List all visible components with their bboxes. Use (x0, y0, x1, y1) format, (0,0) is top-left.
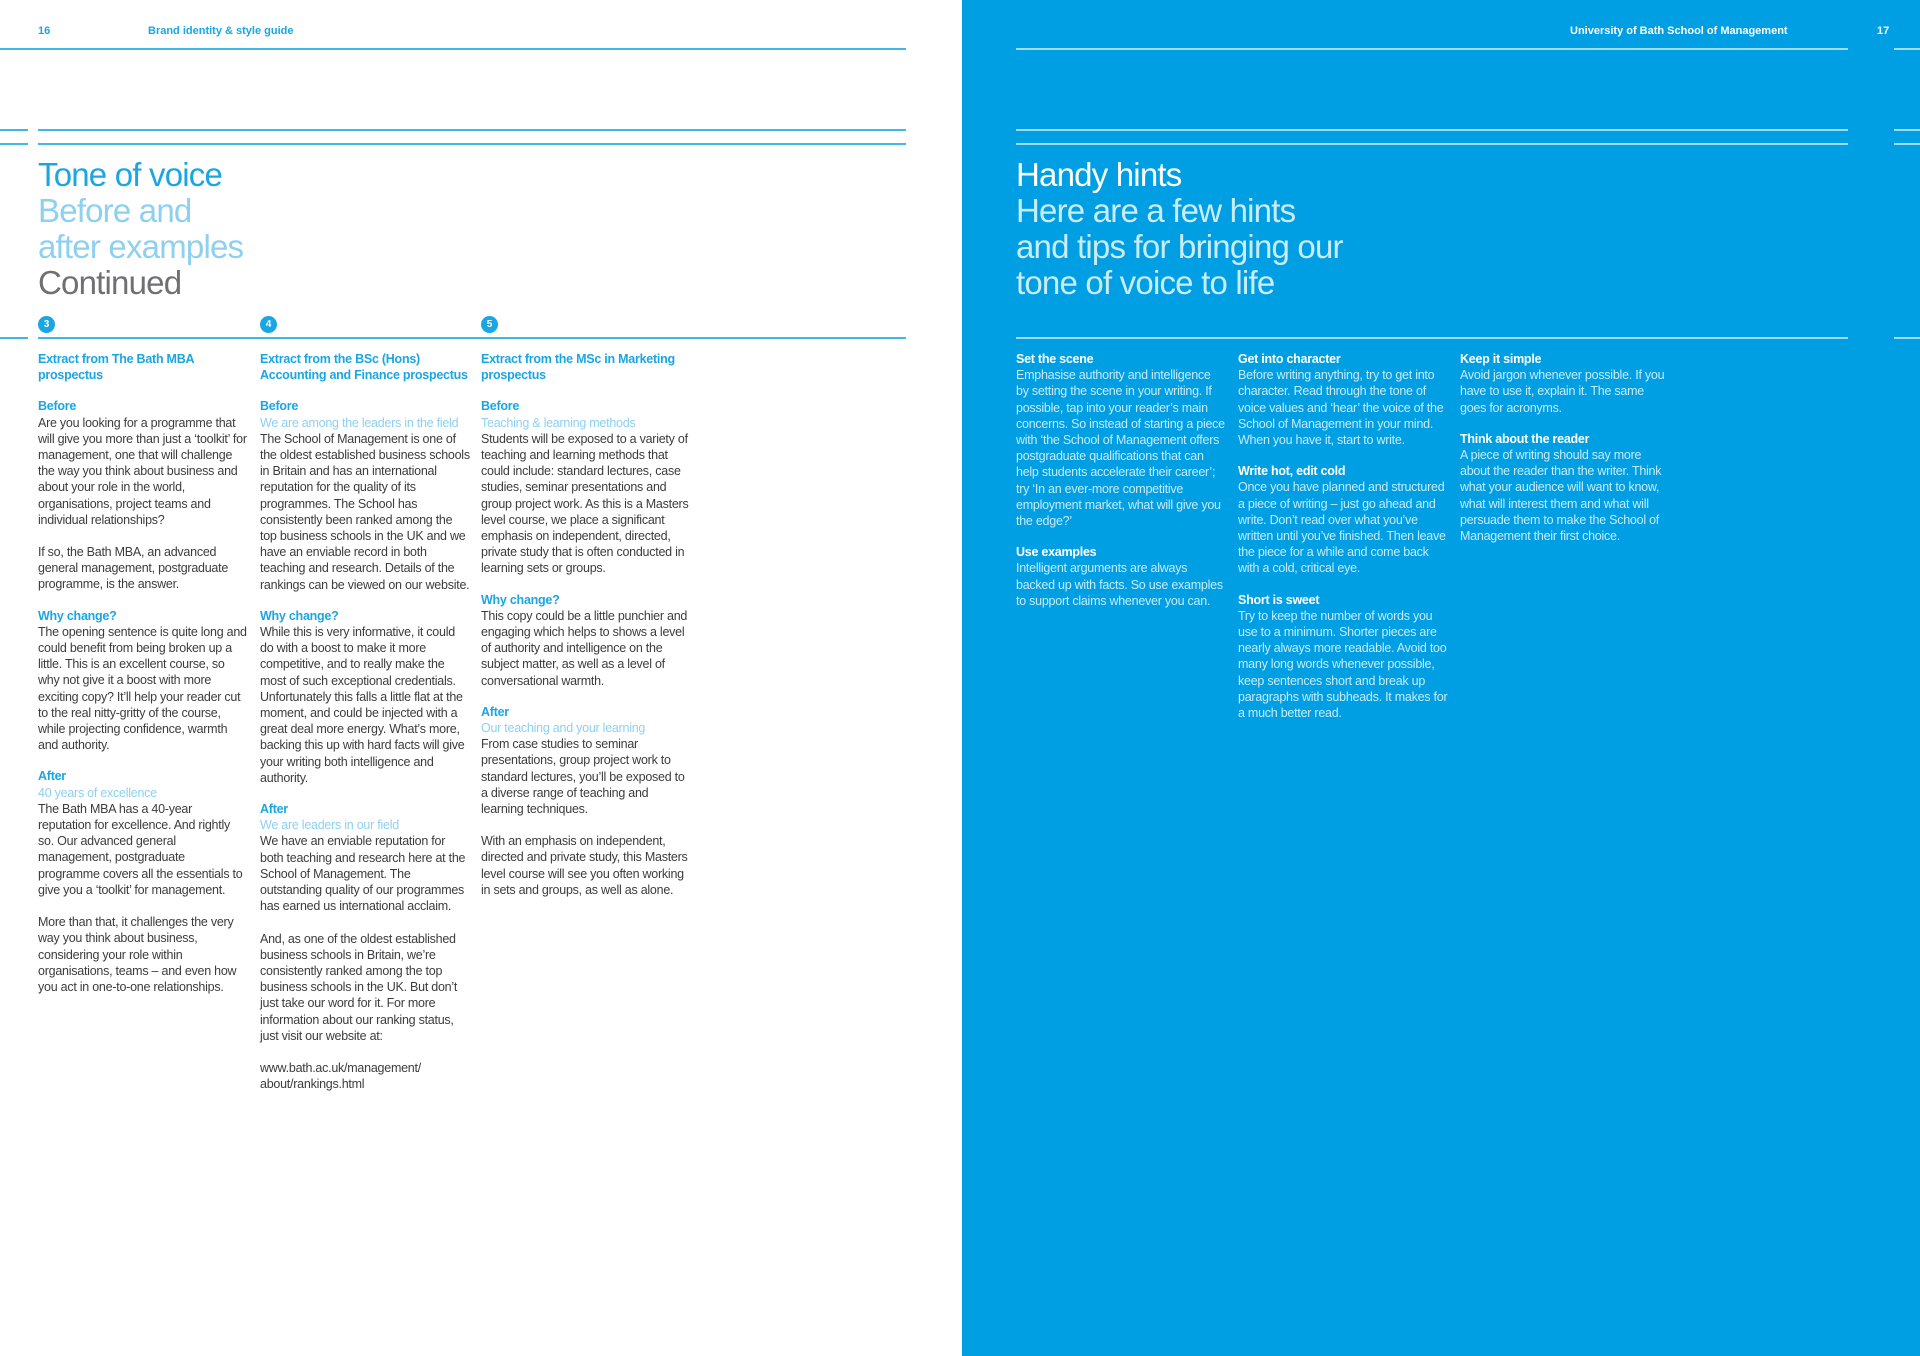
after-body: From case studies to seminar presentations, group project work to standard lectures, you’ll be exposed to a diverse range of teaching and learning techniques. (481, 737, 685, 817)
rule-stub (1894, 143, 1920, 145)
hint-heading: Use examples (1016, 545, 1097, 560)
title-line: Handy hints (1016, 156, 1182, 193)
page-number: 17 (1877, 25, 1890, 37)
after-label: After (481, 704, 509, 719)
after-body: With an emphasis on independent, directed and private study, this Masters level course will see you often working in sets and groups, as well as alone. (481, 834, 688, 897)
header-rule (0, 48, 906, 50)
hint-heading: Short is sweet (1238, 592, 1320, 607)
header-rule (1016, 48, 1848, 50)
before-body: The School of Management is one of the oldest established business schools in Britain and has an international reputation for the quality of its programmes. The School has consistently been ranked among the top business schools in the UK and we have an enviable record in both teaching and research. Details of the rankings can be viewed on our website. (260, 431, 470, 592)
hint-heading: Keep it simple (1460, 352, 1542, 366)
extract-heading: Extract from The Bath MBA prospectus (38, 352, 194, 383)
extract-heading: Extract from the BSc (Hons) Accounting and Finance prospectus (260, 352, 468, 383)
hint-body: A piece of writing should say more about the reader than the writer. Think what your audience will want to know, what will interest them and what will persuade them to make the School of Management their first choice. (1460, 448, 1662, 544)
page-title (38, 157, 478, 301)
extract-heading: Extract from the MSc in Marketing prospectus (481, 352, 675, 383)
hint-body: Avoid jargon whenever possible. If you have to use it, explain it. The same goes for acronyms. (1460, 368, 1665, 415)
rule-stub (0, 129, 28, 131)
before-body: Are you looking for a programme that will give you more than just a ‘toolkit’ for management, one that will challenge the way you think about business and about your role in the world, organisations, project teams and individual relationships? (38, 415, 247, 527)
hints-column (1460, 351, 1670, 559)
before-label: Before (481, 399, 520, 414)
columns-rule (1016, 337, 1848, 339)
hint-heading: Write hot, edit cold (1238, 464, 1346, 479)
running-header: Brand identity & style guide (148, 25, 294, 37)
before-label: Before (38, 399, 77, 414)
hint-heading: Get into character (1238, 352, 1341, 366)
hint-heading: Think about the reader (1460, 431, 1590, 446)
rule-stub (1894, 129, 1920, 131)
title-line: and tips for bringing our (1016, 228, 1343, 265)
section-rule (1016, 129, 1848, 131)
example-column-bsc (260, 351, 470, 1092)
example-number-badge: 5 (481, 316, 498, 333)
after-body: And, as one of the oldest established business schools in Britain, we’re consistently ranked among the top business schools in the UK. But don’t just take our word for it. For more information about our ranking status, just visit our website at: (260, 931, 458, 1043)
after-body: We have an enviable reputation for both teaching and research here at the School of Management. The outstanding quality of our programmes has earned us international acclaim. (260, 834, 466, 914)
rule-stub (0, 143, 28, 145)
section-rule (38, 143, 906, 145)
before-body: Students will be exposed to a variety of teaching and learning methods that could include: standard lectures, case studies, seminar presentations and group project work. As this is a Masters level course, we place a significant emphasis on independent, directed, private study that is often conducted in learning sets or groups. (481, 431, 689, 576)
after-label: After (38, 769, 66, 784)
rule-stub (1894, 337, 1920, 339)
why-change-body: While this is very informative, it could do with a boost to make it more competitive, and to really make the most of such exceptional credentials. Unfortunately this falls a little flat at the moment, and could be injected with a great deal more energy. What’s more, backing this up with hard facts will give your writing both intelligence and authority. (260, 625, 465, 785)
after-subheading: 40 years of excellence (38, 785, 157, 800)
page-number: 16 (38, 25, 51, 37)
after-subheading: We are leaders in our field (260, 818, 399, 833)
title-line: Continued (38, 264, 182, 301)
rule-stub (1894, 48, 1920, 50)
after-label: After (260, 802, 288, 817)
before-subheading: Teaching & learning methods (481, 415, 636, 430)
after-subheading: Our teaching and your learning (481, 721, 646, 736)
why-change-body: This copy could be a little punchier and engaging which helps to shows a level of authority and intelligence on the subject matter, as well as a level of conversational warmth. (481, 608, 688, 688)
title-line: Tone of voice (38, 156, 223, 193)
hints-column (1016, 351, 1226, 624)
hint-body: Before writing anything, try to get into character. Read through the tone of voice values and ‘hear’ the voice of the School of Management in your mind. When you have it, start to write. (1238, 368, 1444, 448)
title-line: Here are a few hints (1016, 192, 1296, 229)
hint-body: Intelligent arguments are always backed up with facts. So use examples to support claims whenever you can. (1016, 561, 1223, 608)
rankings-url: www.bath.ac.uk/management/ about/rankings.html (260, 1060, 421, 1092)
title-line: Before and (38, 192, 192, 229)
why-change-label: Why change? (481, 592, 560, 607)
title-line: tone of voice to life (1016, 264, 1275, 301)
title-line: after examples (38, 228, 244, 265)
example-number-badge: 4 (260, 316, 277, 333)
columns-rule (38, 337, 906, 339)
before-subheading: We are among the leaders in the field (260, 415, 459, 430)
why-change-label: Why change? (38, 608, 117, 623)
hint-heading: Set the scene (1016, 352, 1094, 366)
after-body: More than that, it challenges the very way you think about business, considering your role within organisations, teams – and even how you act in one-to-one relationships. (38, 915, 237, 994)
why-change-body: The opening sentence is quite long and could benefit from being broken up a little. This is an excellent course, so why not give it a boost with more exciting copy? It’ll help your reader cut to the real nitty-gritty of the course, while projecting confidence, warmth and authority. (38, 624, 247, 753)
hint-body: Once you have planned and structured a piece of writing – just go ahead and write. Don’t read over what you’ve written until you’ve finished. Then leave the piece for a while and come back with a cold, critical eye. (1238, 480, 1446, 576)
hint-body: Try to keep the number of words you use to a minimum. Shorter pieces are nearly always more readable. Avoid too many long words whenever possible, keep sentences short and break up paragraphs with subheads. It makes for a much better read. (1238, 608, 1448, 721)
rule-stub (0, 337, 28, 339)
running-header: University of Bath School of Management (1570, 25, 1788, 37)
example-column-mba (38, 351, 248, 995)
section-rule (38, 129, 906, 131)
example-number-badge: 3 (38, 316, 55, 333)
hints-column (1238, 351, 1448, 736)
handy-hints-title (1016, 157, 1536, 301)
before-label: Before (260, 399, 299, 414)
after-body: The Bath MBA has a 40-year reputation for excellence. And rightly so. Our advanced general management, postgraduate programme covers all the essentials to give you a ‘toolkit’ for management. (38, 801, 243, 897)
section-rule (1016, 143, 1848, 145)
hint-body: Emphasise authority and intelligence by setting the scene in your writing. If possible, tap into your reader’s main concerns. So instead of starting a piece with ‘the School of Management offers postgraduate qualifications that can help students accelerate their career’; try ‘In an ever-more competitive employment market, what will give you the edge?’ (1016, 368, 1225, 529)
example-column-msc (481, 351, 691, 898)
before-body: If so, the Bath MBA, an advanced general management, postgraduate programme, is the answer. (38, 545, 229, 592)
why-change-label: Why change? (260, 608, 339, 623)
